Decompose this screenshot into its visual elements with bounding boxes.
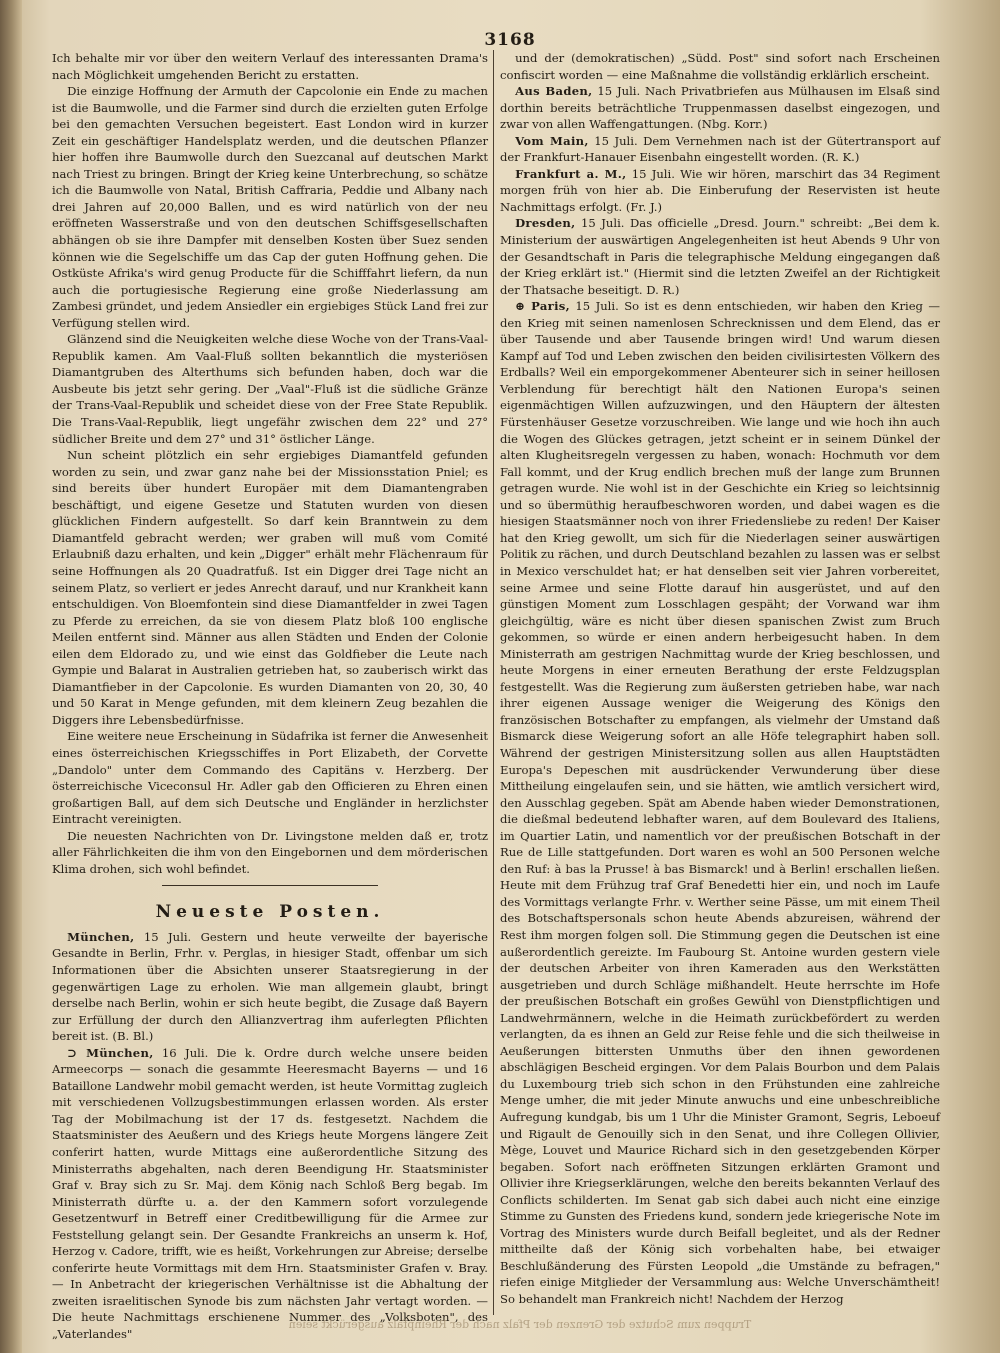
news-dateline: ⊃ München, bbox=[67, 1045, 154, 1060]
paragraph-text: Nun scheint plötzlich ein sehr ergiebiges Diamantfeld gefunden worden zu sein, und zwar ganz nahe bei der Missionsstation Pniel; es sind bereits über hundert Europäer mit dem Diamantengraben beschäftigt, und eigene Gesetze und Statuten wurden von diesen glücklichen Findern aufgestellt. So darf kein Branntwein zu dem Diamantfeld gebracht werden; wer graben will muß vom Comité Erlaubniß dazu erhalten, und kein „Digger" erhält mehr Flächenraum für seine Hoffnungen als 20 Quadratfuß. Ist ein Digger drei Tage nicht an seinem Platz, so verliert er jedes Anrecht darauf, und nur Krankheit kann entschuldigen. Von Bloemfontein sind diese Diamantfelder in zwei Tagen zu Pferde zu erreichen, da sie von diesem Platz bloß 100 englische Meilen entfernt sind. Männer aus allen Städten und Enden der Colonie eilen dem Eldorado zu, und wie einst das Goldfieber die Leute nach Gympie und Balarat in Australien getrieben hat, so zauberisch wirkt das Diamantfieber in der Capcolonie. Es wurden Diamanten von 20, 30, 40 und 50 Karat in Menge gefunden, mit dem kleinern Zeug bezahlen die Diggers ihre Lebensbedürfnisse. bbox=[52, 448, 488, 727]
right-news-list bbox=[500, 50, 940, 1308]
news-text: 15 Juli. Nach Privatbriefen aus Mülhausen im Elsaß sind dorthin bereits beträchtliche Truppenmassen daselbst eingezogen, und zwar von allen Waffengattungen. (Nbg. Korr.) bbox=[500, 84, 941, 132]
news-text: 15 Juli. So ist es denn entschieden, wir haben den Krieg — den Krieg mit seinen namenlosen Schrecknissen und dem Elend, das er über Tausende und aber Tausende bringen wird! Und warum diesen Kampf auf Tod und Leben zwischen den beiden civilisirtesten Völkern des Erdballs? Weil ein emporgekommener Abenteurer sich in seiner heillosen Verblendung für berechtigt hält den Nationen Europa's seinen eigenmächtigen Willen aufzuzwingen, und den Häuptern der ältesten Fürstenhäuser Gesetze vorzuschreiben. Wie lange und wie hoch ihn auch die Wogen des Glückes getragen, jetzt scheint er in seinem Dünkel der alten Klugheitsregeln vergessen zu haben, wonach: Hochmuth vor dem Fall kommt, und der Krug endlich brechen muß der lange zum Brunnen getragen wurde. Nie wohl ist in der Geschichte ein Krieg so leichtsinnig und so übermüthig heraufbeschworen worden, und dabei wagen es die hiesigen Staatsmänner noch von ihrer Friedensliebe zu reden! Der Kaiser hat den Krieg gewollt, um sich für die Niederlagen seiner auswärtigen Politik zu rächen, und durch Deutschland bezahlen zu lassen was er selbst in Mexico verschuldet hat; er hat denselben seit vier Jahren vorbereitet, seine Armee und seine Flotte darauf hin ausgerüstet, und auf den günstigen Moment zum Losschlagen gespäht; der Vorwand war ihm gleichgültig, wäre es nicht über diesen spanischen Zwist zum Bruch gekommen, so würde er einen andern herbeigesucht haben. In dem Ministerrath am gestrigen Nachmittag wurde der Krieg beschlossen, und heute Morgens in einer erneuten Berathung der erste Feldzugsplan festgestellt. Was die Regierung zum äußersten getrieben habe, war nach ihrer eigenen Aussage weniger die Weigerung des Königs den französischen Botschafter zu empfangen, als vielmehr der Umstand daß Bismarck diese Weigerung sofort an alle Höfe telegraphirt haben soll. Während der gestrigen Ministersitzung sollen aus allen Hauptstädten Europa's Depeschen mit ausdrückender Verwunderung über diese Mittheilung eingelaufen sein, und sie hätten, wie amtlich versichert wird, den Ausschlag gegeben. Spät am Abende haben wieder Demonstrationen, die dießmal bedeutend lebhafter waren, auf dem Boulevard des Italiens, im Quartier Latin, und namentlich vor der preußischen Botschaft in der Rue de Lille stattgefunden. Dort waren es wohl an 500 Personen welche den Ruf: à bas la Prusse! à bas Bismarck! und à Berlin! erschallen ließen. Heute mit dem Frühzug traf Graf Benedetti hier ein, und noch im Laufe des Vormittags verlangte Frhr. v. Werther seine Pässe, um mit einem Theil des Botschaftspersonals schon heute Abends abzureisen, während der Rest ihm morgen folgen soll. Die Stimmung gegen die Deutschen ist eine außerordentlich gereizte. Im Faubourg St. Antoine wurden gestern viele der deutschen Arbeiter von ihren Kameraden aus den Werkstätten ausgetrieben und durch Schläge mißhandelt. Heute herrschte im Hofe der preußischen Botschaft ein großes Gewühl von Dienstpflichtigen und Landwehrmännern, welche in die Heimath zurückbefördert zu werden verlangten, da es ihnen an Geld zur Reise fehle und die sich theilweise in Aeußerungen bittersten Unmuths über den ihnen gewordenen abschlägigen Bescheid ergingen. Vor dem Palais Bourbon und dem Palais du Luxembourg trieb sich schon in den Frühstunden eine zahlreiche Menge umher, die mit jeder Minute anwuchs und eine unbeschreibliche Aufregung kundgab, bis um 1 Uhr die Minister Gramont, Segris, Leboeuf und Rigault de Genouilly sich in den Senat, und ihre Collegen Ollivier, Mège, Louvet und Maurice Richard sich in den gesetzgebenden Körper begaben. Sofort nach eröffneten Sitzungen erklärten Gramont und Ollivier ihre Kriegserklärungen, welche den bereits bekannten Verlauf des Conflicts schilderten. Im Senat gab sich dabei auch nicht eine einzige Stimme zu Gunsten des Friedens kund, sondern jede kriegerische Note im Vortrag des Ministers wurde durch Beifall begleitet, und als der Redner mittheilte daß der König sich vorbehalten habe, bei etwaiger Beschlußänderung des Fürsten Leopold „die Umstände zu befragen," riefen einige Mitglieder der Versammlung aus: Welche Unverschämtheit! So behandelt man Frankreich nicht! Nachdem der Herzog bbox=[500, 299, 940, 1307]
paragraph-text: Die einzige Hoffnung der Armuth der Capcolonie ein Ende zu machen ist die Baumwolle, und die Farmer sind durch die erzielten guten Erfolge bei den gemachten Versuchen begeistert. East London wird in kurzer Zeit ein geschäftiger Handelsplatz werden, und die deutschen Pflanzer hier hoffen ihre Baumwolle durch den Suezcanal auf deutschen Markt nach Triest zu bringen. Bringt der Krieg keine Unterbrechung, so schätze ich die Baumwolle von Natal, British Caffraria, Peddie und Albany nach drei Jahren auf 20,000 Ballen, und es wird natürlich von der neu eröffneten Wasserstraße und von den deutschen Schiffsgesellschaften abhängen ob sie ihre Dampfer mit denselben Kosten über Suez senden können wie die Segelschiffe um das Cap der guten Hoffnung gehen. Die Ostküste Afrika's wird genug Producte für die Schifffahrt liefern, da nun auch die portugiesische Regierung eine große Niederlassung am Zambesi gründet, und jedem Ansiedler ein ergiebiges Stück Land frei zur Verfügung stellen wird. bbox=[52, 84, 488, 330]
bleed-through-text: Truppen zum Schutze der Grenzen der Pfalz nach der Rheinpfalz ausgerückt seien bbox=[288, 1318, 752, 1331]
news-item bbox=[500, 298, 940, 1307]
article-paragraph bbox=[52, 83, 488, 331]
article-paragraph bbox=[52, 331, 488, 447]
article-paragraph bbox=[52, 50, 488, 83]
news-dateline: ⊕ Paris, bbox=[515, 299, 570, 314]
right-column bbox=[500, 50, 941, 1307]
left-news-list bbox=[52, 929, 488, 1343]
news-item bbox=[500, 215, 940, 298]
news-text: 15 Juli. Dem Vernehmen nach ist der Gütertransport auf der Frankfurt-Hanauer Eisenbahn eingestellt worden. (R. K.) bbox=[500, 133, 940, 165]
book-spine bbox=[0, 0, 22, 1353]
news-dateline: Dresden, bbox=[515, 216, 576, 231]
news-dateline: Vom Main, bbox=[515, 133, 589, 148]
paragraph-text: Ich behalte mir vor über den weitern Verlauf des interessanten Drama's nach Möglichkeit umgehenden Bericht zu erstatten. bbox=[52, 51, 488, 82]
news-dateline: München, bbox=[67, 929, 135, 944]
news-dateline: Aus Baden, bbox=[515, 84, 593, 99]
page-number: 3168 bbox=[484, 30, 536, 50]
news-item bbox=[52, 1045, 488, 1343]
paragraph-text: Die neuesten Nachrichten von Dr. Livingstone melden daß er, trotz aller Fährlichkeiten die ihm von den Eingebornen und dem mörderischen Klima drohen, sich wohl befindet. bbox=[52, 828, 488, 876]
news-text: 16 Juli. Die k. Ordre durch welche unsere beiden Armeecorps — sonach die gesammte Heeresmacht Bayerns — und 16 Bataillone Landwehr mobil gemacht werden, ist heute Vormittag zugleich mit verschiedenen Vollzugsbestimmungen erlassen worden. Als erster Tag der Mobilmachung ist der 17 ds. festgesetzt. Nachdem die Staatsminister des Aeußern und des Kriegs heute Morgens längere Zeit conferirt hatten, wurde Mittags eine außerordentliche Sitzung des Ministerraths abgehalten, nach deren Beendigung Hr. Staatsminister Graf v. Bray sich zu Sr. Maj. dem König nach Schloß Berg begab. Im Ministerrath dürfte u. a. der den Kammern sofort vorzulegende Gesetzentwurf in Betreff einer Creditbewilligung für die Armee zur Feststellung gelangt sein. Der Gesandte Frankreichs an unserm k. Hof, Herzog v. Cadore, trifft, wie es heißt, Vorkehrungen zur Abreise; derselbe conferirte heute Vormittags mit dem Hrn. Staatsminister Grafen v. Bray. — In Anbetracht der kriegerischen Verhältnisse ist die Abhaltung der zweiten israelitischen Synode bis zum nächsten Jahr vertagt worden. — Die heute Nachmittags erschienene Nummer des „Volksboten", des „Vaterlandes" bbox=[52, 1045, 488, 1342]
paragraph-text: Glänzend sind die Neuigkeiten welche diese Woche von der Trans-Vaal-Republik kamen. Am Vaal-Fluß sollten bekanntlich die mysteriösen Diamantgruben des Alterthums sich befunden haben, doch war die Ausbeute bis jetzt sehr gering. Der „Vaal"-Fluß ist die südliche Gränze der Trans-Vaal-Republik und scheidet diese von der Free State Republik. Die Trans-Vaal-Republik, liegt ungefähr zwischen dem 22° und 27° südlicher Breite und dem 27° und 31° östlicher Länge. bbox=[52, 332, 488, 446]
news-text: und der (demokratischen) „Südd. Post" sind sofort nach Erscheinen confiscirt worden — eine Maßnahme die vollständig erklärlich erscheint. bbox=[500, 51, 940, 82]
left-column bbox=[52, 50, 488, 1342]
news-item bbox=[52, 929, 488, 1045]
column-divider bbox=[493, 50, 494, 1315]
news-text: 15 Juli. Wie wir hören, marschirt das 34 Regiment morgen früh von hier ab. Die Einberufung der Reservisten ist heute Nachmittags erfolgt. (Fr. J.) bbox=[500, 166, 940, 214]
news-text: 15 Juli. Das officielle „Dresd. Journ." schreibt: „Bei dem k. Ministerium der auswärtigen Angelegenheiten ist heut Abends 9 Uhr von der Gesandtschaft in Paris die telegraphische Meldung eingegangen daß der Krieg erklärt ist." (Hiermit sind die letzten Zweifel an der Richtigkeit der Thatsache beseitigt. D. R.) bbox=[500, 216, 940, 297]
news-item bbox=[500, 50, 940, 83]
news-item bbox=[500, 166, 940, 216]
news-text: 15 Juli. Gestern und heute verweilte der bayerische Gesandte in Berlin, Frhr. v. Perglas, in hiesiger Stadt, offenbar um sich Informationen über die Absichten unserer Staatsregierung in der gegenwärtigen Lage zu erholen. Wie man allgemein glaubt, bringt derselbe nach Berlin, wohin er sich heute begibt, die Zusage daß Bayern zur Erfüllung der durch den Allianzvertrag ihm auferlegten Pflichten bereit ist. (B. Bl.) bbox=[52, 929, 488, 1044]
news-dateline: Frankfurt a. M., bbox=[515, 166, 627, 181]
article-paragraph bbox=[52, 728, 488, 827]
article-paragraph bbox=[52, 828, 488, 878]
section-rule bbox=[162, 885, 378, 886]
article-paragraph bbox=[52, 447, 488, 728]
section-title: Neueste Posten. bbox=[155, 902, 385, 923]
left-article bbox=[52, 50, 488, 877]
news-item bbox=[500, 83, 940, 133]
news-item bbox=[500, 133, 940, 166]
paragraph-text: Eine weitere neue Erscheinung in Südafrika ist ferner die Anwesenheit eines österreichischen Kriegsschiffes in Port Elizabeth, der Corvette „Dandolo" unter dem Commando des Capitäns v. Herzberg. Der österreichische Viceconsul Hr. Adler gab den Officieren zu Ehren einen großartigen Ball, auf dem sich Deutsche und Engländer in herzlichster Eintracht vereinigten. bbox=[52, 729, 488, 827]
